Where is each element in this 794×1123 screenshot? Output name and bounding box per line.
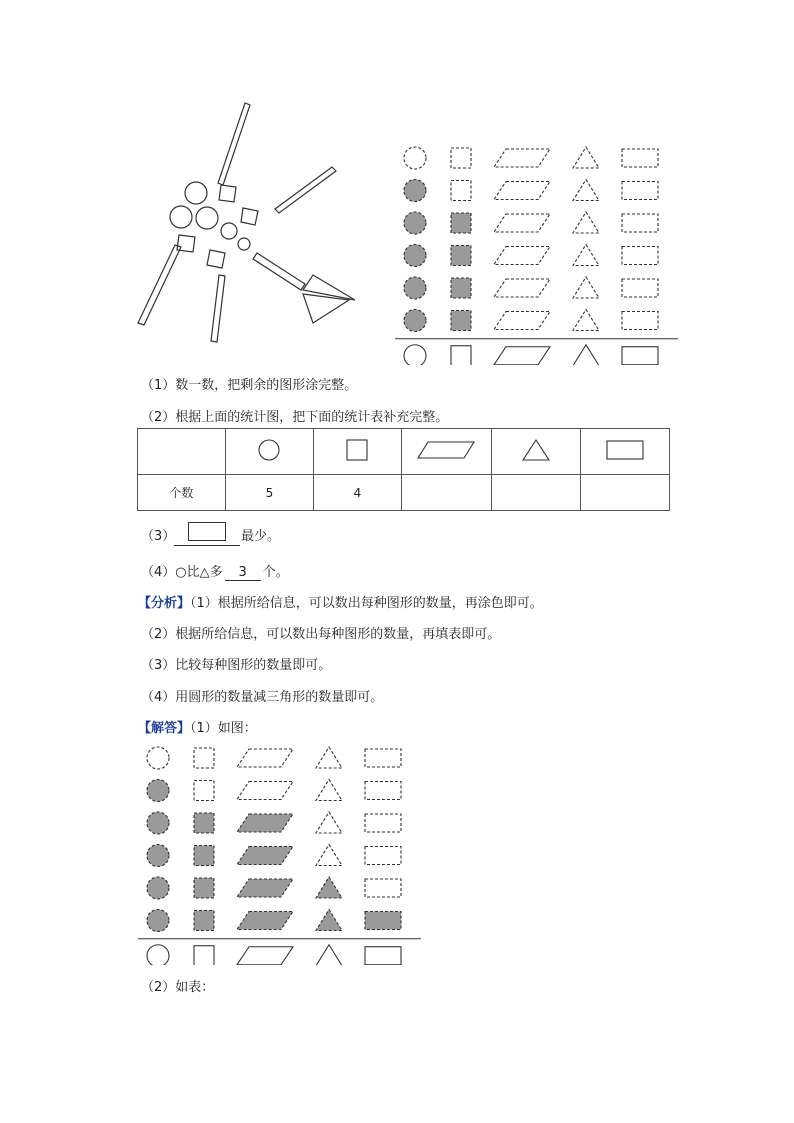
circle-pictogram: [147, 845, 169, 867]
rectangle-pictogram: [622, 214, 658, 232]
circle-pictogram: [404, 180, 426, 202]
answer-line-1: [138, 717, 257, 736]
parallelogram-pictogram: [237, 847, 293, 865]
statistics-table: [137, 428, 670, 511]
parallelogram-legend-icon: [494, 347, 550, 365]
square-pictogram: [451, 213, 471, 233]
triangle-shape: [303, 275, 355, 300]
header-triangle-cell: [491, 429, 580, 475]
square-pictogram: [451, 278, 471, 298]
circle-icon: [257, 438, 281, 462]
analysis-line-4: （4）用圆形的数量减三角形的数量即可。: [141, 690, 384, 705]
circle-shape: [185, 182, 207, 204]
triangle-pictogram: [316, 780, 342, 801]
triangle-pictogram: [316, 812, 342, 833]
rectangle-pictogram: [622, 279, 658, 297]
triangle-legend-icon: [573, 345, 599, 365]
triangle-pictogram: [573, 245, 599, 266]
question-4: [141, 561, 289, 581]
triangle-pictogram: [316, 747, 342, 768]
long-parallelogram-5: [253, 253, 305, 290]
long-parallelogram-2: [275, 167, 336, 213]
circle-count-cell: 5: [225, 475, 313, 511]
row-label-count: 个数: [138, 475, 226, 511]
analysis-line-1: [138, 592, 543, 611]
parallelogram-icon: [416, 439, 476, 461]
parallelogram-pictogram: [494, 312, 550, 330]
square-pictogram: [194, 846, 214, 866]
header-circle-cell: [225, 429, 313, 475]
circle-pictogram: [404, 147, 426, 169]
circle-pictogram: [147, 780, 169, 802]
header-rectangle-cell: [580, 429, 669, 475]
triangle-pictogram: [573, 212, 599, 233]
circle-pictogram: [404, 310, 426, 332]
circle-pictogram: [404, 245, 426, 267]
q4-prefix: （4）○比△多: [141, 565, 223, 580]
question-2: （2）根据上面的统计图，把下面的统计表补充完整。: [141, 410, 449, 425]
rectangle-legend-icon: [365, 947, 401, 965]
circle-pictogram: [147, 812, 169, 834]
triangle-legend-icon: [316, 945, 342, 965]
rectangle-pictogram: [622, 182, 658, 200]
analysis-line-2: （2）根据所给信息，可以数出每种图形的数量，再填表即可。: [141, 627, 501, 642]
square-pictogram: [194, 748, 214, 768]
q3-suffix: 最少。: [241, 529, 281, 544]
rectangle-pictogram: [365, 879, 401, 897]
triangle-shape: [303, 294, 349, 323]
square-pictogram: [451, 311, 471, 331]
square-pictogram: [451, 148, 471, 168]
circle-shape: [196, 207, 218, 229]
triangle-pictogram: [316, 845, 342, 866]
parallelogram-pictogram: [494, 149, 550, 167]
analysis-line-3: （3）比较每种图形的数量即可。: [141, 658, 332, 673]
scattered-shapes-figure: [137, 95, 387, 360]
triangle-pictogram: [573, 180, 599, 201]
pictograph-chart: [395, 140, 680, 365]
circle-pictogram: [147, 747, 169, 769]
circle-pictogram: [404, 212, 426, 234]
square-shape: [241, 208, 258, 225]
q3-prefix: （3）: [141, 529, 176, 544]
triangle-pictogram: [316, 877, 342, 898]
square-icon: [345, 438, 369, 462]
parallelogram-pictogram: [494, 182, 550, 200]
square-pictogram: [194, 813, 214, 833]
rectangle-legend-icon: [622, 347, 658, 365]
circle-pictogram: [404, 277, 426, 299]
long-parallelogram-3: [138, 245, 181, 325]
parallelogram-count-cell: [401, 475, 491, 511]
circle-pictogram: [147, 910, 169, 932]
analysis-tag: 【分析】: [138, 596, 191, 611]
triangle-icon: [521, 438, 551, 462]
question-1: （1）数一数，把剩余的图形涂完整。: [141, 378, 358, 393]
answer-tag: 【解答】: [138, 721, 191, 736]
answer-text-1: （1）如图：: [190, 721, 257, 736]
circle-shape: [221, 223, 237, 239]
circle-pictogram: [147, 877, 169, 899]
answer-pictograph-chart: [138, 740, 423, 965]
circle-legend-icon: [404, 345, 426, 365]
q3-answer-blank: [174, 520, 240, 546]
rectangle-pictogram: [365, 749, 401, 767]
square-pictogram: [451, 181, 471, 201]
header-empty-cell: [138, 429, 226, 475]
square-count-cell: 4: [313, 475, 401, 511]
question-3: [141, 525, 175, 544]
square-pictogram: [194, 878, 214, 898]
header-square-cell: [313, 429, 401, 475]
rectangle-pictogram: [365, 912, 401, 930]
answer-line-2: （2）如表：: [141, 980, 215, 995]
triangle-pictogram: [316, 910, 342, 931]
long-parallelogram-1: [218, 103, 250, 185]
rectangle-pictogram: [622, 149, 658, 167]
square-shape: [207, 250, 225, 268]
rectangle-pictogram: [365, 782, 401, 800]
triangle-pictogram: [573, 310, 599, 331]
rectangle-pictogram: [622, 312, 658, 330]
parallelogram-legend-icon: [237, 947, 293, 965]
q4-answer: 3: [225, 565, 261, 581]
triangle-pictogram: [573, 147, 599, 168]
circle-legend-icon: [147, 945, 169, 965]
parallelogram-pictogram: [237, 749, 293, 767]
square-pictogram: [194, 781, 214, 801]
square-shape: [219, 185, 236, 202]
parallelogram-pictogram: [237, 879, 293, 897]
analysis-text-1: （1）根据所给信息，可以数出每种图形的数量，再涂色即可。: [190, 596, 543, 611]
triangle-count-cell: [491, 475, 580, 511]
q4-suffix: 个。: [262, 565, 289, 580]
triangle-pictogram: [573, 277, 599, 298]
rectangle-icon: [605, 439, 645, 461]
parallelogram-pictogram: [237, 782, 293, 800]
header-parallelogram-cell: [401, 429, 491, 475]
square-legend-icon: [194, 946, 214, 965]
rectangle-pictogram: [622, 247, 658, 265]
long-parallelogram-4: [211, 275, 225, 342]
parallelogram-pictogram: [494, 279, 550, 297]
square-legend-icon: [451, 346, 471, 365]
parallelogram-pictogram: [494, 214, 550, 232]
rectangle-count-cell: [580, 475, 669, 511]
parallelogram-pictogram: [237, 912, 293, 930]
square-pictogram: [451, 246, 471, 266]
parallelogram-pictogram: [494, 247, 550, 265]
rectangle-pictogram: [365, 847, 401, 865]
rectangle-icon: [188, 522, 226, 541]
square-pictogram: [194, 911, 214, 931]
circle-shape: [170, 206, 192, 228]
parallelogram-pictogram: [237, 814, 293, 832]
rectangle-pictogram: [365, 814, 401, 832]
circle-shape: [238, 238, 250, 250]
